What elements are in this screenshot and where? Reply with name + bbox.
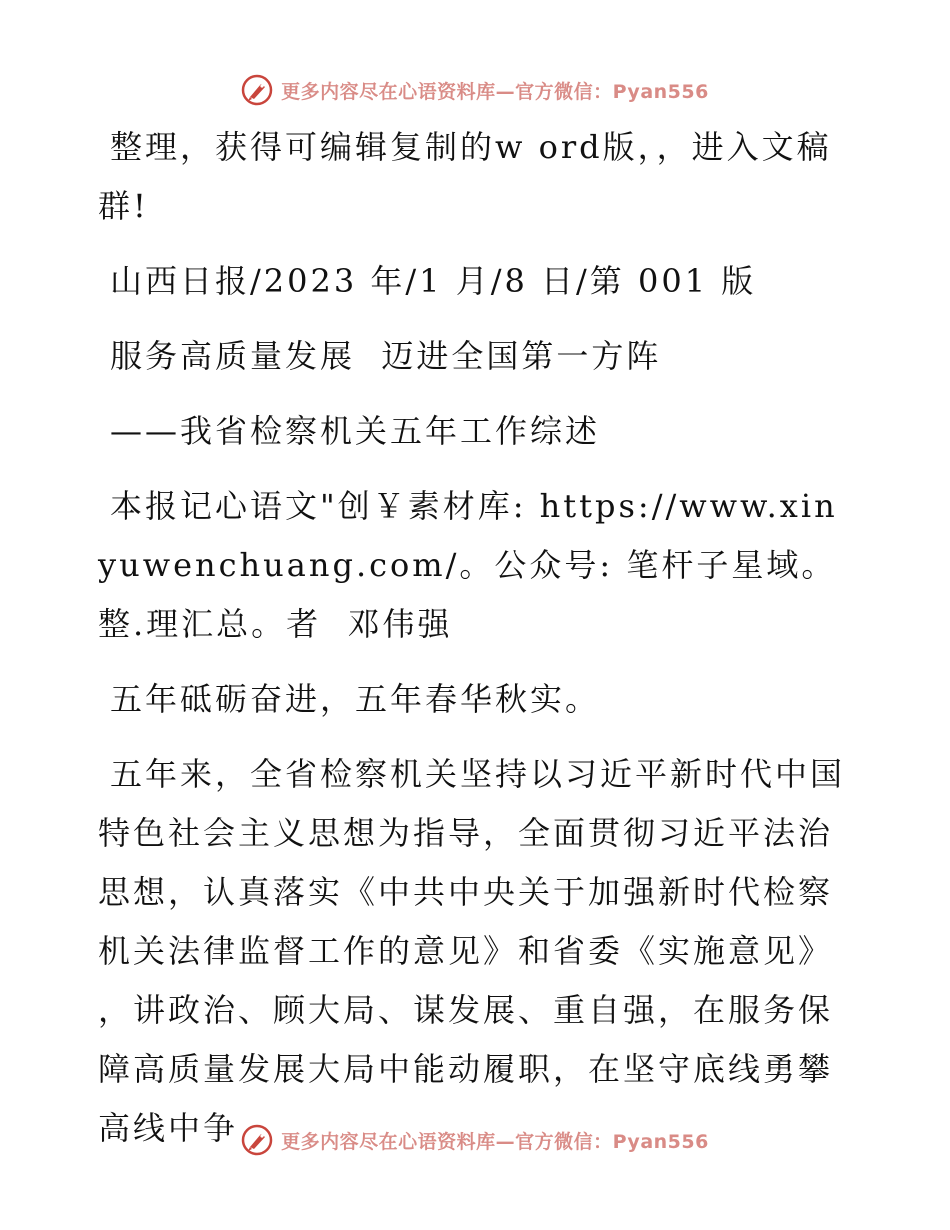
article-title: 服务高质量发展 迈进全国第一方阵 bbox=[110, 337, 662, 375]
footer-banner bbox=[0, 1120, 950, 1160]
body-paragraph: 五年来，全省检察机关坚持以习近平新时代中国特色社会主义思想为指导，全面贯彻习近平法治思想，认真落实《中共中央关于加强新时代检察机关法律监督工作的意见》和省委《实施意见》 ，讲政治、顾大局、谋发展、重自强，在服务保障高质量发展大局中能动履职，在坚守底线勇攀高线中争 bbox=[98, 755, 847, 1147]
lead-paragraph: 五年砥砺奋进，五年春华秋实。 bbox=[110, 680, 601, 718]
pen-logo-icon bbox=[241, 74, 273, 106]
header-banner bbox=[0, 70, 950, 110]
header-banner-text: 更多内容尽在心语资料库—官方微信：Pyan556 bbox=[281, 80, 709, 103]
reporter-paragraph: 本报记心语文"创￥素材库: https://www.xinyuwenchuang.com/。公众号: 笔杆子星域。整.理汇总。者 邓伟强 bbox=[98, 487, 838, 643]
article-subtitle: ——我省检察机关五年工作综述 bbox=[110, 412, 601, 450]
source-line: 山西日报/2023 年/1 月/8 日/第 001 版 bbox=[110, 262, 757, 300]
pen-logo-icon bbox=[241, 1124, 273, 1156]
document-body bbox=[98, 118, 858, 1174]
footer-banner-text: 更多内容尽在心语资料库—官方微信：Pyan556 bbox=[281, 1130, 709, 1153]
intro-paragraph: 整理，获得可编辑复制的w ord版，，进入文稿群! bbox=[98, 128, 832, 225]
